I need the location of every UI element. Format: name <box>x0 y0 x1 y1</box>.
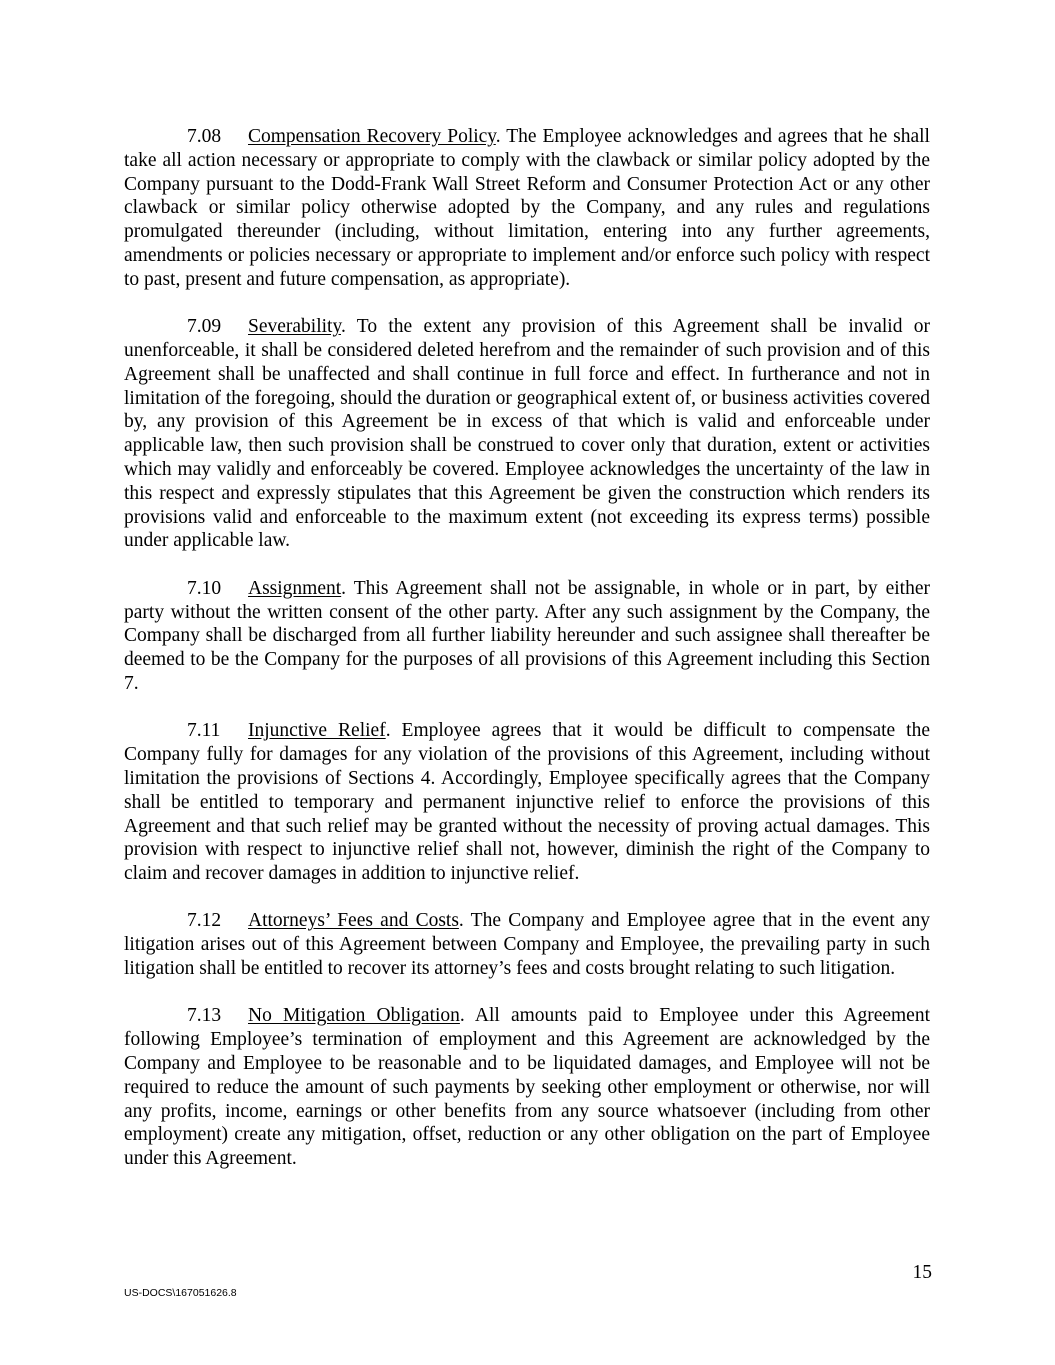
section-number: 7.09 <box>187 316 222 338</box>
section-title: No Mitigation Obligation <box>248 1005 460 1027</box>
document-id: US-DOCS\167051626.8 <box>124 1287 237 1299</box>
section-text: . The Company and Employee agree that in the event any litigation arises out of this Agreement between Company and Employee, the prevailing party in such litigation shall be entitled to recover its attorney’s fees and costs brought relating to such litigation. <box>124 910 931 980</box>
section-title: Attorneys’ Fees and Costs <box>248 910 459 932</box>
section-text: . The Employee acknowledges and agrees that he shall take all action necessary or appropriate to comply with the clawback or similar policy adopted by the Company pursuant to the Dodd-Frank Wall Street Reform and Consumer Protection Act or any other clawback or similar policy otherwise adopted by the Company, and any rules and regulations promulgated thereunder (including, without limitation, entering into any further agreements, amendments or policies necessary or appropriate to implement and/or enforce such policy with respect to past, present and future compensation, as appropriate). <box>124 126 930 290</box>
section-number: 7.11 <box>187 720 221 742</box>
section-text: . All amounts paid to Employee under this Agreement following Employee’s termination of employment and this Agreement are acknowledged by the Company and Employee to be reasonable and to be liquidated damages, and Employee will not be required to reduce the amount of such payments by seeking other employment or otherwise, nor will any profits, income, earnings or other benefits from any source whatsoever (including from other employment) create any mitigation, offset, reduction or any other obligation on the part of Employee under this Agreement. <box>124 1005 931 1170</box>
section-title: Severability <box>248 316 341 338</box>
section-title: Compensation Recovery Policy <box>248 126 496 147</box>
section-number: 7.12 <box>187 910 222 932</box>
section-text: . To the extent any provision of this Agreement shall be invalid or unenforceable, it shall be considered deleted herefrom and the remainder of such provision and of this Agreement shall be unaffected and shall continue in full force and effect. In furtherance and not in limitation of the foregoing, should the duration or geographical extent of, or business activities covered by, any provision of this Agreement be in excess of that which is valid and enforceable under applicable law, then such provision shall be construed to cover only that duration, extent or activities which may validly and enforceably be covered. Employee acknowledges the uncertainty of the law in this respect and expressly stipulates that this Agreement be given the construction which renders its provisions valid and enforceable to the maximum extent (not exceeding its express terms) possible under applicable law. <box>124 316 930 552</box>
section-text: . Employee agrees that it would be difficult to compensate the Company fully for damages for any violation of the provisions of this Agreement, including without limitation the provisions of Sections 4. Accordingly, Employee specifically agrees that the Company shall be entitled to temporary and permanent injunctive relief to enforce the provisions of this Agreement and that such relief may be granted without the necessity of proving actual damages. This provision with respect to injunctive relief shall not, however, diminish the right of the Company to claim and recover damages in addition to injunctive relief. <box>124 720 930 885</box>
section-title: Assignment <box>248 577 342 599</box>
section-7-08 <box>124 125 930 292</box>
section-7-10 <box>124 577 930 696</box>
section-7-11 <box>124 719 930 886</box>
section-7-09 <box>124 315 930 553</box>
section-number: 7.13 <box>187 1005 222 1027</box>
page-number: 15 <box>912 1262 932 1283</box>
section-text: . This Agreement shall not be assignable, in whole or in part, by either party without the written consent of the other party. After any such assignment by the Company, the Company shall be discharged from all further liability hereunder and such assignee shall thereafter be deemed to be the Company for the purposes of all provisions of this Agreement including this Section 7. <box>124 577 930 694</box>
section-7-12 <box>124 909 930 980</box>
section-7-13 <box>124 1004 930 1171</box>
section-number: 7.10 <box>187 577 222 599</box>
section-title: Injunctive Relief <box>248 720 386 742</box>
section-number: 7.08 <box>187 126 222 147</box>
document-body <box>124 125 930 1195</box>
